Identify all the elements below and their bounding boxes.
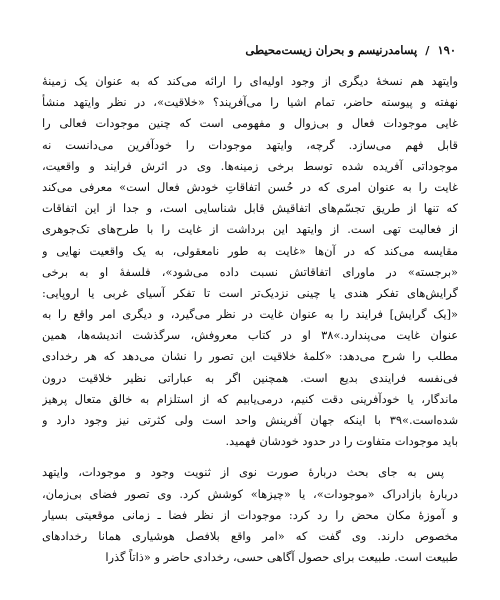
text-line: موجوداتی آفریده شده توسط برخی زمینه‌ها. وی در اثرش فرایند و واقعیت، xyxy=(42,158,458,173)
text-line: مطلب را شرح می‌دهد: «کلمهٔ خلاقیت این تصور را نشان می‌دهد که هر رخدادی xyxy=(42,349,458,364)
text-line: «[یک گرایش] فرایند را به عنوان غایت در نظر می‌گیرد، و دیگری امر واقع را به xyxy=(42,307,458,322)
text-line: پس به جای بحث دربارهٔ صورت نوی از ثنویت وجود و موجودات، وایتهد xyxy=(42,465,444,480)
paragraph-gap xyxy=(42,452,458,462)
text-line: قابل فهم می‌سازد. گرچه، وایتهد موجودات را خودآفرین می‌دانست نه xyxy=(42,137,458,152)
text-line: «برجسته» در ماورای اتفاقاتش نسبت داده می‌شود»، فلسفهٔ او به برخی xyxy=(42,264,458,279)
text-line: مقایسه می‌کند که در آن‌ها «غایت به طور نامعقولی، به یک واقعیت نهایی و xyxy=(42,243,458,258)
text-line: دربارهٔ بازادراک «موجودات»، یا «چیزها» کوشش کرد. وی تصور فضای بی‌زمان، xyxy=(42,486,458,501)
paragraph-2 xyxy=(42,462,458,568)
text-line: گرایش‌های تفکر هندی یا چینی نزدیک‌تر است تا تفکر آسیای غربی یا اروپایی: xyxy=(42,285,458,300)
body-text xyxy=(42,71,458,568)
text-line: عنوان غایت می‌پندارد.»۳۸ او در کتاب معروفش، سرگذشت اندیشه‌ها، همین xyxy=(42,328,458,343)
text-line: باید موجودات متفاوت را در حدود خودشان فهمید. xyxy=(225,434,458,449)
text-line: از فعالیت تهی است. از وایتهد این برداشت از غایت را با طرح‌های تک‌جوهری xyxy=(42,222,458,237)
text-line: ماندگار، یا خودآفرینی دقت کنیم، درمی‌یابیم که از استلزام به خالق متعال پرهیز xyxy=(42,391,458,406)
text-line: غایی موجودات فعال و بی‌زوال و مفهومی است که چنین موجودات فعالی را xyxy=(42,116,458,131)
text-line: مخصوص دارند. وی گفت که «امر واقع بلافصل هوشیاری همانا رخدادهای xyxy=(42,528,458,543)
text-line: شده‌است.»۳۹ با اینکه جهان آفرینش واحد است ولی کثرتی نیز وجود دارد و xyxy=(42,413,458,427)
text-line: و آموزهٔ مکان محض را رد کرد: موجودات از نظر فضا ـ زمانی موقعیتی بسیار xyxy=(42,507,458,522)
text-line: نهفته و پیوسته حاضر، تمام اشیا را می‌آفریند؟ «خلاقیت»، در نظر وایتهد منشأ xyxy=(42,95,458,110)
paragraph-1 xyxy=(42,71,458,452)
text-line: طبیعت است. طبیعت برای حصول آگاهی حسی، رخدادی حاضر و «ذاتاً گذرا xyxy=(105,550,458,565)
text-line: وایتهد هم نسخهٔ دیگری از وجود اولیه‌ای را ارائه می‌کند که به عنوان یک زمینهٔ xyxy=(42,74,458,88)
text-line: غایت را به عنوان امری که در حُسن اتفاقاتِ خودش فعال است» معرفی می‌کند xyxy=(42,179,458,194)
text-line: که تنها از طریق تجسّم‌های اتفاقیش قابل شناسایی است، و جدا از این اتفاقات xyxy=(42,201,458,216)
text-line: فی‌نفسه فرایندی بدیع است. همچنین اگر به عباراتی نظیر خلاقیت درون xyxy=(42,370,458,385)
page-header xyxy=(245,43,456,57)
header-separator: / xyxy=(425,43,430,57)
page-number: ۱۹۰ xyxy=(437,43,456,57)
running-title: پسامدرنیسم و بحران زیست‌محیطی xyxy=(245,43,418,57)
